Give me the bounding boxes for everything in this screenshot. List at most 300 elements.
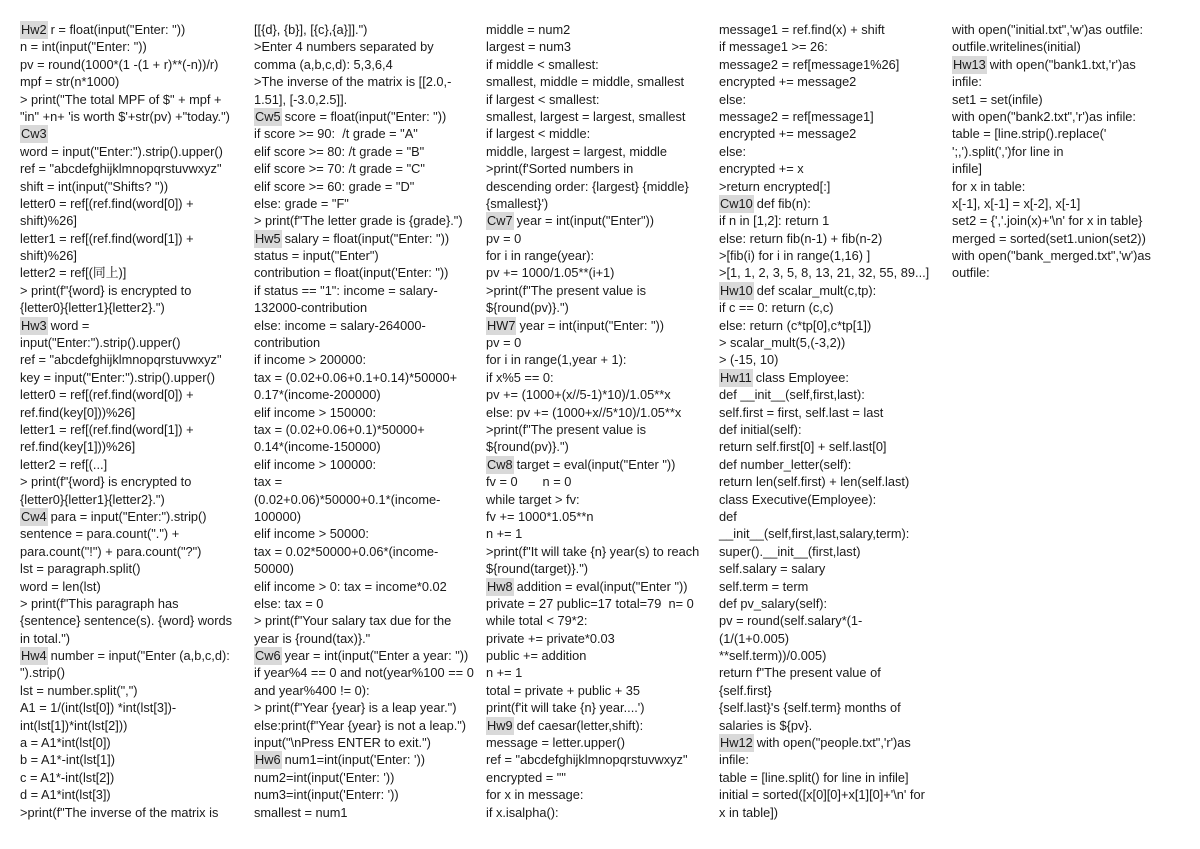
code-text: lst = paragraph.split()	[20, 561, 141, 577]
code-line	[486, 178, 714, 195]
code-text: input("\nPress ENTER to exit.")	[254, 735, 431, 751]
code-text: > print(f"Your salary tax due for the	[254, 613, 452, 629]
code-line	[486, 369, 714, 386]
code-text: comma (a,b,c,d): 5,3,6,4	[254, 56, 393, 72]
code-text: > print(f"Year {year} is a leap year.")	[254, 700, 457, 716]
code-text: if x%5 == 0:	[486, 369, 554, 385]
column-2	[254, 21, 482, 821]
code-text: def caesar(letter,shift):	[516, 717, 644, 733]
code-text: message = letter.upper()	[486, 735, 626, 751]
code-line	[719, 543, 947, 560]
code-line	[952, 38, 1180, 55]
section-tag: Hw10	[720, 282, 753, 298]
code-text: letter0 = ref[(ref.find(word[0]) +	[20, 387, 194, 403]
column-1	[20, 21, 248, 821]
code-text: b = A1*-int(lst[1])	[20, 752, 115, 768]
code-line	[486, 491, 714, 508]
code-text: elif score >= 70: /t grade = "C"	[254, 161, 425, 177]
code-line	[486, 386, 714, 403]
code-text: with open("bank_merged.txt",'w')as	[952, 248, 1151, 264]
code-text: table = [line.strip().replace('	[952, 126, 1107, 142]
code-text: >Enter 4 numbers separated by	[254, 39, 434, 55]
code-line	[719, 282, 947, 299]
code-text: pv = round(1000*(1 -(1 + r)**(-n))/r)	[20, 56, 219, 72]
code-line	[486, 56, 714, 73]
section-tag: Hw5	[255, 230, 281, 246]
code-text: if year%4 == 0 and not(year%100 == 0	[254, 665, 474, 681]
code-text: (1/(1+0.005)	[719, 630, 790, 646]
code-text: > print(f"The letter grade is {grade}.")	[254, 213, 463, 229]
code-line	[486, 682, 714, 699]
code-line	[486, 508, 714, 525]
code-text: > print("The total MPF of $" + mpf +	[20, 91, 222, 107]
code-line	[20, 91, 248, 108]
code-line	[254, 804, 482, 821]
code-text: message2 = ref[message1]	[719, 108, 874, 124]
code-text: > print(f"{word} is encrypted to	[20, 282, 192, 298]
code-text: key = input("Enter:").strip().upper()	[20, 369, 216, 385]
code-text: year = int(input("Enter: "))	[519, 317, 665, 333]
code-text: >print(f"The present value is	[486, 282, 646, 298]
code-line	[254, 473, 482, 490]
code-text: smallest = num1	[254, 804, 348, 820]
section-tag: Cw10	[720, 195, 753, 211]
column-5	[952, 21, 1180, 282]
code-line	[20, 717, 248, 734]
code-line	[719, 143, 947, 160]
code-line	[719, 804, 947, 821]
code-text: addition = eval(input("Enter "))	[516, 578, 688, 594]
code-line	[254, 143, 482, 160]
code-line	[254, 369, 482, 386]
code-text: year = int(input("Enter"))	[516, 213, 655, 229]
code-text: outfile.writelines(initial)	[952, 39, 1081, 55]
code-line	[254, 525, 482, 542]
code-line	[486, 612, 714, 629]
code-text: > scalar_mult(5,(-3,2))	[719, 335, 846, 351]
code-line	[254, 351, 482, 368]
code-line	[20, 351, 248, 368]
code-line	[20, 560, 248, 577]
code-text: target = eval(input("Enter "))	[516, 456, 676, 472]
code-line	[254, 543, 482, 560]
code-text: 0.17*(income-200000)	[254, 387, 381, 403]
code-text: contribution = float(input('Enter: "))	[254, 265, 449, 281]
code-line	[20, 491, 248, 508]
code-line	[20, 664, 248, 681]
code-text: while total < 79*2:	[486, 613, 588, 629]
code-text: private = 27 public=17 total=79 n= 0	[486, 595, 694, 611]
section-tag: Cw6	[255, 648, 281, 664]
code-text: elif income > 100000:	[254, 456, 377, 472]
code-text: def __init__(self,first,last):	[719, 387, 865, 403]
code-line	[254, 317, 482, 334]
code-text: 1.51], [-3.0,2.5]].	[254, 91, 348, 107]
code-text: "in" +n+ 'is worth $'+str(pv) +"today.")	[20, 108, 230, 124]
code-text: number = input("Enter (a,b,c,d):	[50, 648, 230, 664]
code-text: ref.find(key[1]))%26]	[20, 439, 136, 455]
code-line	[20, 264, 248, 281]
code-line	[254, 438, 482, 455]
code-line	[486, 91, 714, 108]
code-line	[719, 369, 947, 386]
code-line	[719, 769, 947, 786]
code-text: for x in table:	[952, 178, 1026, 194]
section-tag: Hw6	[255, 752, 281, 768]
code-text: n += 1	[486, 665, 523, 681]
section-tag: Hw2	[21, 22, 47, 37]
code-text: >The inverse of the matrix is [[2.0,-	[254, 74, 452, 90]
code-text: total = private + public + 35	[486, 682, 641, 698]
code-text: return self.first[0] + self.last[0]	[719, 439, 887, 455]
code-text: super().__init__(first,last)	[719, 543, 861, 559]
code-line	[254, 595, 482, 612]
code-line	[719, 212, 947, 229]
code-line	[719, 786, 947, 803]
code-line	[20, 143, 248, 160]
code-text: if largest < smallest:	[486, 91, 600, 107]
code-line	[20, 456, 248, 473]
code-text: print(f'it will take {n} year....')	[486, 700, 645, 716]
code-line	[952, 212, 1180, 229]
code-text: ref = "abcdefghijklmnopqrstuvwxyz"	[20, 161, 222, 177]
code-text: word =	[50, 317, 90, 333]
code-line	[254, 91, 482, 108]
code-text: pv = 0	[486, 335, 522, 351]
code-text: letter2 = ref[(同上)]	[20, 265, 127, 281]
code-line	[20, 108, 248, 125]
code-text: >[fib(i) for i in range(1,16) ]	[719, 248, 871, 264]
code-text: letter0 = ref[(ref.find(word[0]) +	[20, 195, 194, 211]
code-text: 0.14*(income-150000)	[254, 439, 381, 455]
code-text: smallest, largest = largest, smallest	[486, 108, 686, 124]
code-text: infile:	[719, 752, 749, 768]
code-line	[254, 73, 482, 90]
code-line	[486, 351, 714, 368]
code-line	[20, 525, 248, 542]
code-line	[254, 508, 482, 525]
code-text: with open("bank1.txt,'r')as	[989, 56, 1136, 72]
code-line	[719, 578, 947, 595]
code-line	[486, 578, 714, 595]
code-text: descending order: {largest} {middle}	[486, 178, 689, 194]
code-line	[719, 108, 947, 125]
code-line	[254, 38, 482, 55]
code-line	[952, 195, 1180, 212]
code-line	[254, 491, 482, 508]
code-line	[20, 421, 248, 438]
code-line	[719, 56, 947, 73]
code-text: {self.first}	[719, 682, 772, 698]
code-text: pv += (1000+(x//5-1)*10)/1.05**x	[486, 387, 671, 403]
code-text: shift)%26]	[20, 213, 77, 229]
code-text: letter1 = ref[(ref.find(word[1]) +	[20, 421, 194, 437]
code-text: {letter0}{letter1}{letter2}.")	[20, 300, 165, 316]
code-text: para.count("!") + para.count("?")	[20, 543, 202, 559]
code-text: encrypted = ""	[486, 769, 566, 785]
code-text: else:	[719, 143, 747, 159]
code-text: para = input("Enter:").strip()	[50, 508, 207, 524]
code-text: return len(self.first) + len(self.last)	[719, 474, 910, 490]
code-text: year is {round(tax)}."	[254, 630, 371, 646]
code-line	[254, 386, 482, 403]
code-line	[486, 73, 714, 90]
code-text: for x in message:	[486, 787, 584, 803]
code-line	[20, 212, 248, 229]
code-text: while target > fv:	[486, 491, 580, 507]
code-text: smallest, middle = middle, smallest	[486, 74, 685, 90]
code-line	[952, 91, 1180, 108]
code-text: score = float(input("Enter: "))	[284, 108, 447, 124]
code-line	[952, 264, 1180, 281]
code-line	[254, 56, 482, 73]
code-line	[254, 734, 482, 751]
code-text: ${round(pv)}.")	[486, 300, 569, 316]
code-text: elif income > 0: tax = income*0.02	[254, 578, 447, 594]
code-text: > (-15, 10)	[719, 352, 779, 368]
code-line	[20, 195, 248, 212]
code-text: salaries is ${pv}.	[719, 717, 813, 733]
code-line	[20, 21, 248, 38]
code-line	[20, 386, 248, 403]
code-text: self.term = term	[719, 578, 809, 594]
code-line	[486, 421, 714, 438]
section-tag: Hw3	[21, 317, 47, 333]
code-text: shift)%26]	[20, 248, 77, 264]
code-line	[20, 543, 248, 560]
code-text: fv = 0 n = 0	[486, 474, 572, 490]
code-text: 100000)	[254, 508, 301, 524]
code-line	[20, 230, 248, 247]
code-line	[254, 769, 482, 786]
code-line	[254, 647, 482, 664]
code-line	[486, 195, 714, 212]
section-tag: Hw9	[487, 717, 513, 733]
code-line	[486, 160, 714, 177]
code-text: public += addition	[486, 648, 587, 664]
code-text: num2=int(input('Enter: '))	[254, 769, 395, 785]
code-text: else: grade = "F"	[254, 195, 349, 211]
code-text: (0.02+0.06)*50000+0.1*(income-	[254, 491, 441, 507]
code-line	[719, 717, 947, 734]
code-line	[486, 751, 714, 768]
code-line	[719, 73, 947, 90]
code-text: encrypted += message2	[719, 74, 857, 90]
code-text: encrypted += x	[719, 161, 804, 177]
code-line	[719, 699, 947, 716]
section-tag: Cw5	[255, 108, 281, 124]
code-line	[20, 160, 248, 177]
code-text: with open("people.txt",'r')as	[756, 735, 911, 751]
code-text: if n in [1,2]: return 1	[719, 213, 830, 229]
code-text: else: income = salary-264000-	[254, 317, 426, 333]
code-text: tax = 0.02*50000+0.06*(income-	[254, 543, 439, 559]
code-line	[486, 334, 714, 351]
code-line	[20, 178, 248, 195]
code-line	[20, 473, 248, 490]
code-line	[486, 699, 714, 716]
code-line	[719, 473, 947, 490]
code-line	[486, 525, 714, 542]
code-text: r = float(input("Enter: "))	[50, 22, 186, 37]
code-text: if c == 0: return (c,c)	[719, 300, 834, 316]
code-line	[952, 125, 1180, 142]
code-text: def pv_salary(self):	[719, 595, 828, 611]
code-line	[486, 125, 714, 142]
code-line	[20, 56, 248, 73]
code-text: tax =	[254, 474, 283, 490]
code-text: >print(f"It will take {n} year(s) to reach	[486, 543, 700, 559]
code-text: status = input("Enter")	[254, 248, 379, 264]
code-line	[486, 456, 714, 473]
code-line	[486, 404, 714, 421]
code-text: letter1 = ref[(ref.find(word[1]) +	[20, 230, 194, 246]
code-line	[719, 438, 947, 455]
code-text: class Executive(Employee):	[719, 491, 877, 507]
code-line	[20, 769, 248, 786]
code-text: contribution	[254, 335, 321, 351]
code-line	[486, 734, 714, 751]
code-line	[254, 717, 482, 734]
code-text: > print(f"This paragraph has	[20, 595, 179, 611]
code-line	[719, 595, 947, 612]
code-line	[254, 230, 482, 247]
code-line	[719, 334, 947, 351]
code-line	[719, 508, 947, 525]
code-line	[20, 682, 248, 699]
code-line	[952, 108, 1180, 125]
code-line	[20, 299, 248, 316]
code-line	[20, 125, 248, 142]
code-text: x in table])	[719, 804, 779, 820]
code-line	[719, 386, 947, 403]
code-text: salary = float(input("Enter: "))	[284, 230, 450, 246]
code-line	[719, 421, 947, 438]
code-line	[20, 282, 248, 299]
code-line	[20, 595, 248, 612]
code-line	[486, 247, 714, 264]
code-text: {letter0}{letter1}{letter2}.")	[20, 491, 165, 507]
code-text: n = int(input("Enter: "))	[20, 39, 147, 55]
code-line	[719, 664, 947, 681]
code-text: {smallest}')	[486, 195, 549, 211]
code-line	[254, 699, 482, 716]
code-line	[719, 456, 947, 473]
code-line	[254, 404, 482, 421]
code-line	[486, 543, 714, 560]
code-line	[254, 682, 482, 699]
code-text: c = A1*-int(lst[2])	[20, 769, 115, 785]
code-line	[20, 404, 248, 421]
code-line	[719, 230, 947, 247]
code-line	[254, 612, 482, 629]
code-line	[719, 734, 947, 751]
code-line	[254, 264, 482, 281]
code-text: ref = "abcdefghijklmnopqrstuvwxyz"	[486, 752, 688, 768]
code-text: initial = sorted([x[0][0]+x[1][0]+'\n' for	[719, 787, 925, 803]
code-text: [[{d}, {b}], [{c},{a}]].")	[254, 22, 368, 37]
code-text: >print(f"The present value is	[486, 421, 646, 437]
code-text: middle = num2	[486, 22, 571, 37]
code-line	[486, 108, 714, 125]
code-text: if x.isalpha():	[486, 804, 559, 820]
code-text: elif score >= 80: /t grade = "B"	[254, 143, 425, 159]
code-line	[20, 73, 248, 90]
code-text: >[1, 1, 2, 3, 5, 8, 13, 21, 32, 55, 89...]	[719, 265, 930, 281]
code-text: n += 1	[486, 526, 523, 542]
code-text: ").strip()	[20, 665, 66, 681]
code-text: else: pv += (1000+x//5*10)/1.05**x	[486, 404, 682, 420]
code-text: in total.")	[20, 630, 71, 646]
code-text: largest = num3	[486, 39, 572, 55]
code-line	[952, 73, 1180, 90]
code-text: for i in range(year):	[486, 248, 595, 264]
code-text: >return encrypted[:]	[719, 178, 831, 194]
code-line	[486, 630, 714, 647]
code-text: else: return (c*tp[0],c*tp[1])	[719, 317, 872, 333]
code-text: message2 = ref[message1%26]	[719, 56, 900, 72]
code-text: mpf = str(n*1000)	[20, 74, 120, 90]
code-line	[254, 212, 482, 229]
code-line	[952, 247, 1180, 264]
code-line	[20, 751, 248, 768]
code-line	[486, 143, 714, 160]
code-line	[719, 160, 947, 177]
code-text: set1 = set(infile)	[952, 91, 1043, 107]
code-text: else: return fib(n-1) + fib(n-2)	[719, 230, 883, 246]
code-text: elif score >= 60: grade = "D"	[254, 178, 415, 194]
code-text: else:print(f"Year {year} is not a leap.")	[254, 717, 467, 733]
code-line	[254, 421, 482, 438]
code-line	[486, 38, 714, 55]
code-line	[254, 125, 482, 142]
code-line	[952, 178, 1180, 195]
code-line	[254, 160, 482, 177]
code-text: shift = int(input("Shifts? "))	[20, 178, 169, 194]
code-line	[952, 56, 1180, 73]
code-line	[719, 351, 947, 368]
code-line	[486, 264, 714, 281]
code-line	[20, 630, 248, 647]
code-line	[254, 664, 482, 681]
code-line	[486, 212, 714, 229]
code-line	[486, 717, 714, 734]
code-text: num3=int(input('Enterr: '))	[254, 787, 399, 803]
code-line	[20, 334, 248, 351]
code-text: if status == "1": income = salary-	[254, 282, 438, 298]
section-tag: Hw8	[487, 578, 513, 594]
code-line	[20, 38, 248, 55]
code-line	[486, 664, 714, 681]
code-line	[719, 317, 947, 334]
code-line	[20, 734, 248, 751]
code-line	[486, 299, 714, 316]
code-text: A1 = 1/(int(lst[0]) *int(lst[3])-	[20, 700, 177, 716]
code-line	[20, 699, 248, 716]
code-text: self.salary = salary	[719, 561, 826, 577]
code-text: if income > 200000:	[254, 352, 367, 368]
code-line	[719, 404, 947, 421]
section-tag: Cw4	[21, 508, 47, 524]
code-line	[486, 282, 714, 299]
code-line	[719, 21, 947, 38]
column-3	[486, 21, 714, 821]
code-line	[486, 21, 714, 38]
code-line	[486, 230, 714, 247]
code-line	[719, 525, 947, 542]
code-text: encrypted += message2	[719, 126, 857, 142]
code-text: {self.last}'s {self.term} months of	[719, 700, 901, 716]
